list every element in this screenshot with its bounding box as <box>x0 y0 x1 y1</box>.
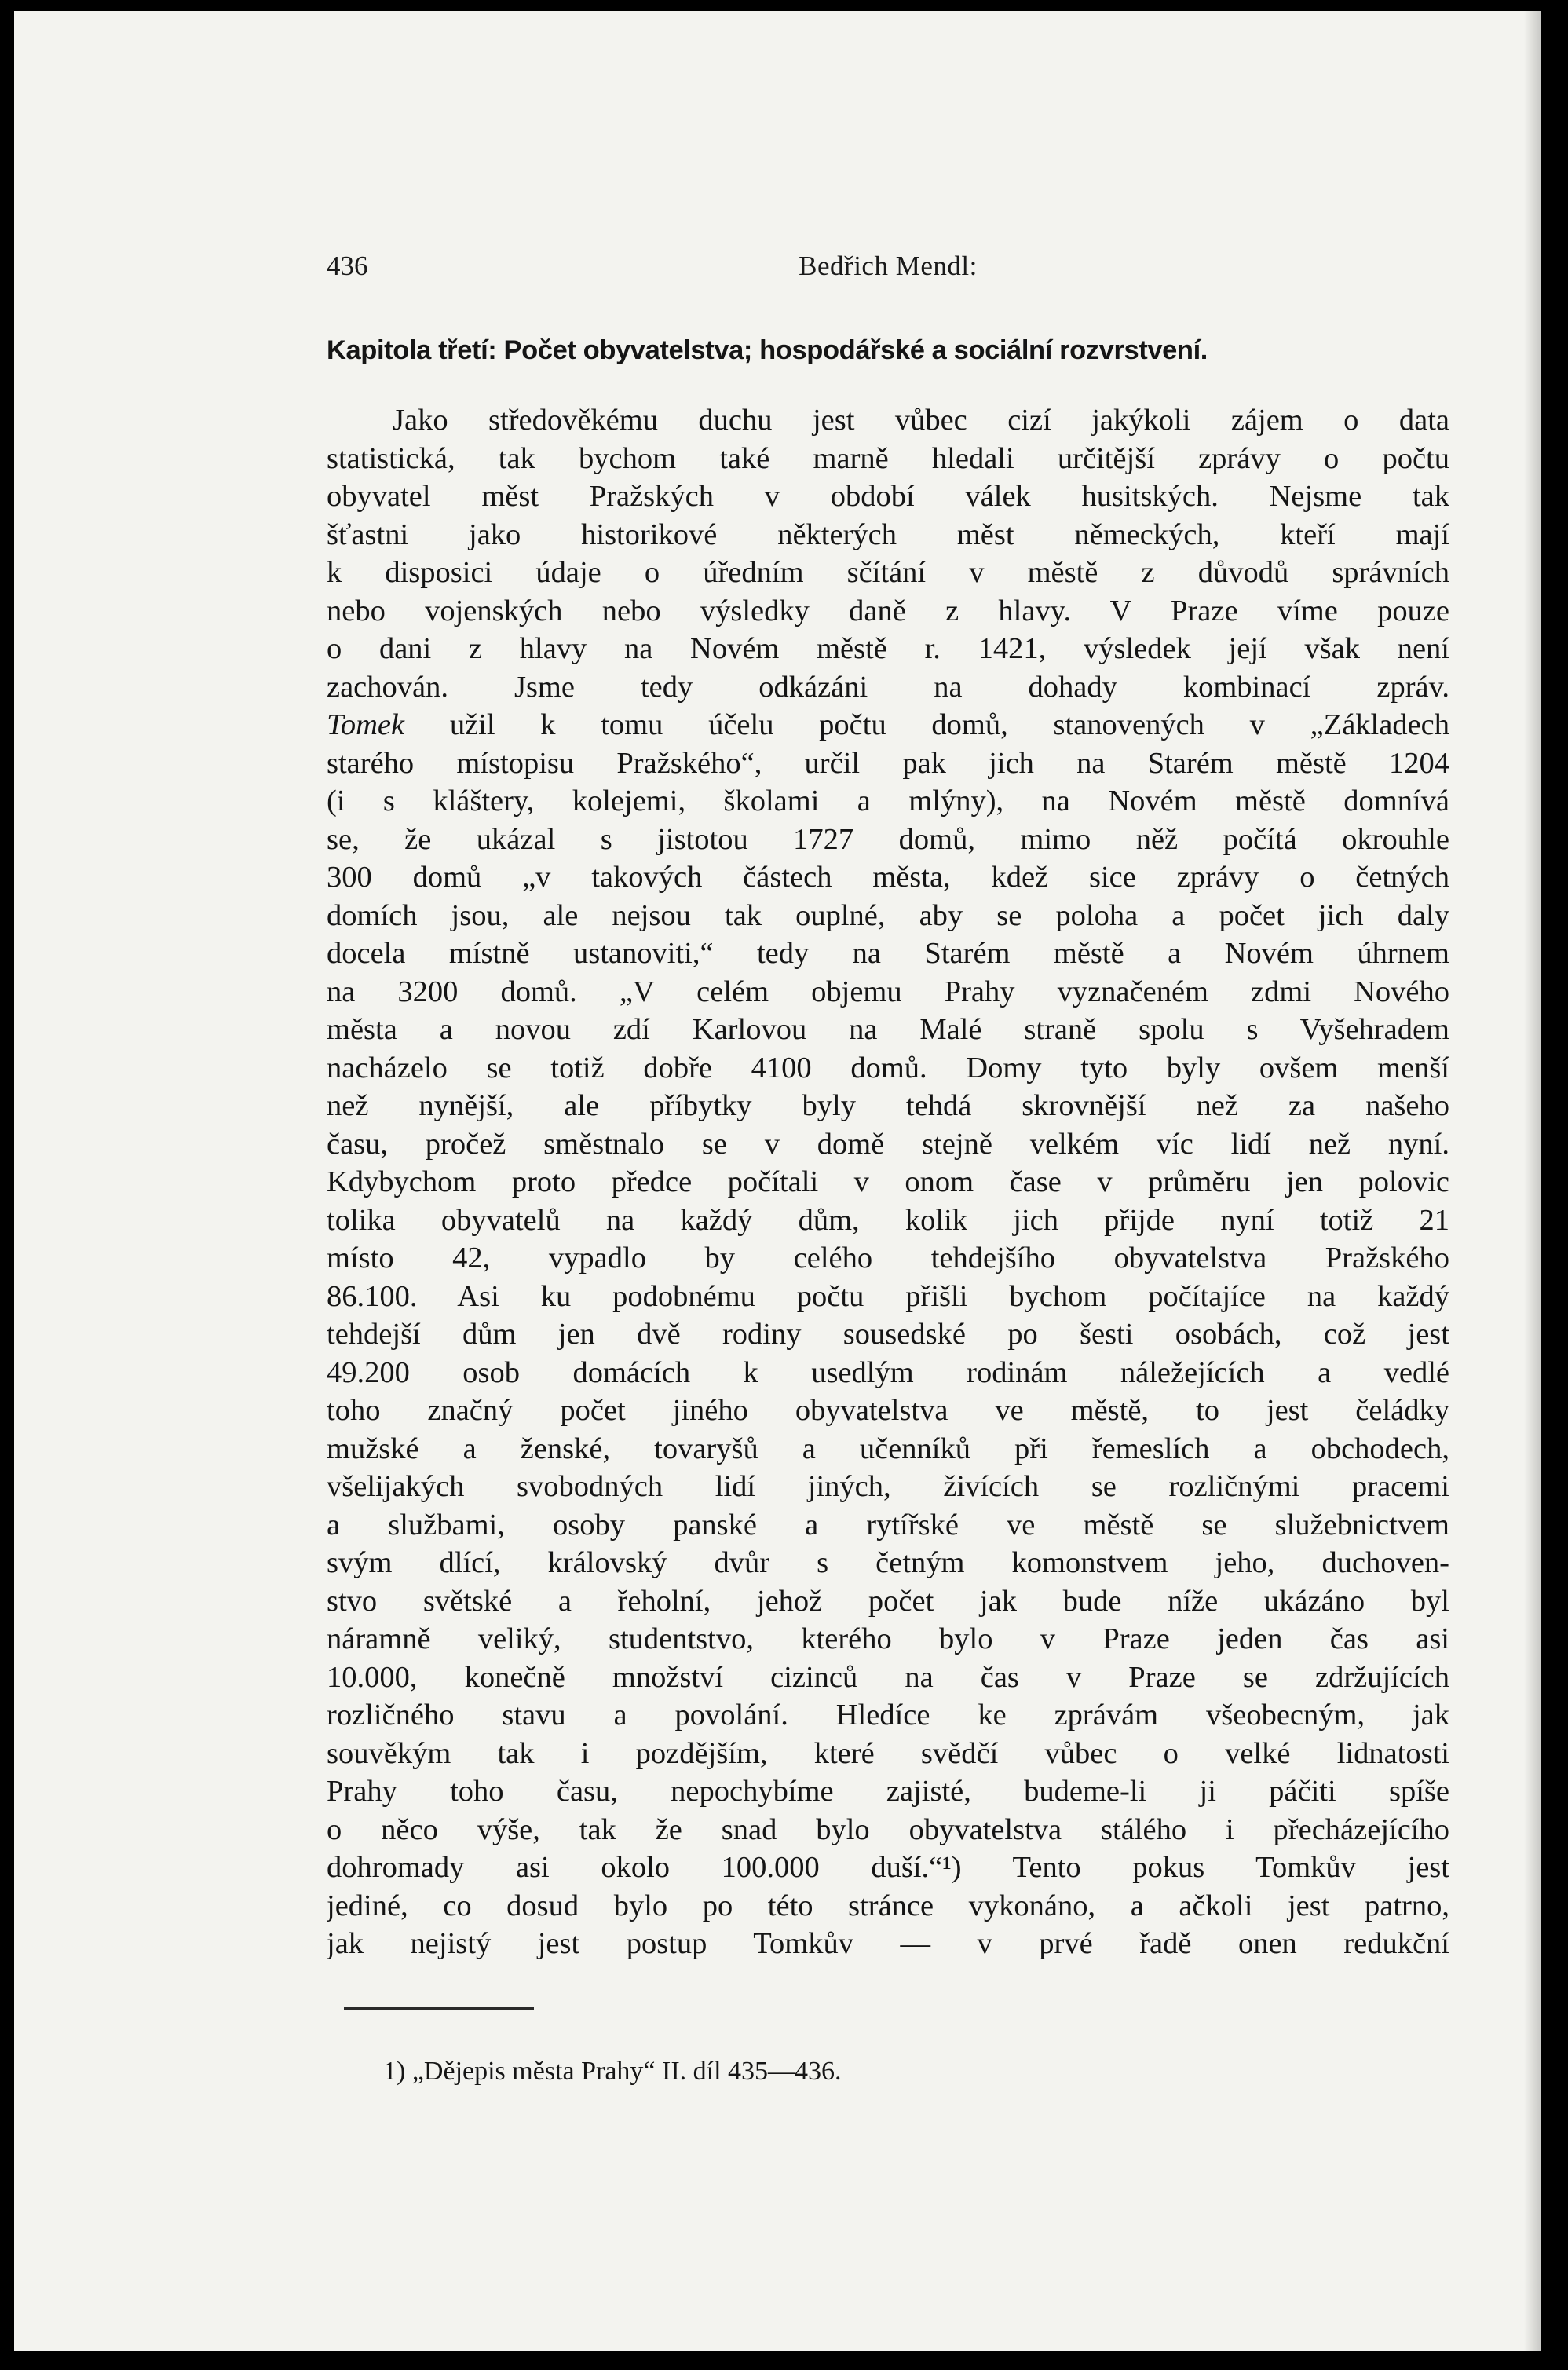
text-line: jediné, co dosud bylo po této stránce vykonáno, a ačkoli jest patrno, <box>327 1889 1449 1922</box>
text-line: dohromady asi okolo 100.000 duší.“¹) Tento pokus Tomkův jest <box>327 1851 1449 1884</box>
text-line: rozličného stavu a povolání. Hledíce ke zprávám všeobecným, jak <box>327 1699 1449 1732</box>
text-line: nebo vojenských nebo výsledky daně z hlavy. V Praze víme pouze <box>327 594 1449 627</box>
text-line: Tomek užil k tomu účelu počtu domů, stanovených v „Základech <box>327 708 1449 741</box>
text-line: zachován. Jsme tedy odkázáni na dohady kombinací zpráv. <box>327 670 1449 704</box>
text-line: souvěkým tak i pozdějším, které svědčí vůbec o velké lidnatosti <box>327 1736 1449 1770</box>
page-header <box>327 251 1449 298</box>
text-line: Jako středověkému duchu jest vůbec cizí jakýkoli zájem o data <box>393 404 1449 437</box>
running-head: Bedřich Mendl: <box>799 251 978 281</box>
text-line: 300 domů „v takových částech města, kdež sice zprávy o četných <box>327 861 1449 894</box>
book-page <box>14 11 1541 2351</box>
text-line: Kdybychom proto předce počítali v onom čase v průměru jen polovic <box>327 1165 1449 1198</box>
text-line: šťastni jako historikové některých měst německých, kteří mají <box>327 518 1449 551</box>
text-line: tehdejší dům jen dvě rodiny sousedské po šesti osobách, což jest <box>327 1318 1449 1351</box>
text-line: obyvatel měst Pražských v období válek husitských. Nejsme tak <box>327 480 1449 513</box>
text-line: Prahy toho času, nepochybíme zajisté, budeme-li ji páčiti spíše <box>327 1775 1449 1808</box>
text-line: mužské a ženské, tovaryšů a učenníků při řemeslích a obchodech, <box>327 1432 1449 1465</box>
footnote-marker: 1) <box>383 2057 406 2086</box>
text-line: svým dlící, královský dvůr s četným komonstvem jeho, duchoven- <box>327 1546 1449 1579</box>
text-line: 86.100. Asi ku podobnému počtu přišli bychom počítajíce na každý <box>327 1279 1449 1313</box>
text-line: tolika obyvatelů na každý dům, kolik jich přijde nyní totiž 21 <box>327 1203 1449 1237</box>
text-line: se, že ukázal s jistotou 1727 domů, mimo něž počítá okrouhle <box>327 822 1449 856</box>
author-name: Tomek <box>327 708 405 741</box>
text-line: jak nejistý jest postup Tomkův — v prvé řadě onen redukční <box>327 1927 1449 1960</box>
text-line: k disposici údaje o úředním sčítání v městě z důvodů správních <box>327 556 1449 589</box>
footnote <box>383 2057 842 2087</box>
body-text <box>327 401 1449 1963</box>
text-line: stvo světské a řeholní, jehož počet jak bude níže ukázáno byl <box>327 1584 1449 1618</box>
text-line: starého místopisu Pražského“, určil pak jich na Starém městě 1204 <box>327 746 1449 780</box>
text-line: (i s kláštery, kolejemi, školami a mlýny), na Novém městě domnívá <box>327 785 1449 817</box>
text-line: o něco výše, tak že snad bylo obyvatelstva stálého i přecházejícího <box>327 1812 1449 1846</box>
text-line: na 3200 domů. „V celém objemu Prahy vyznačeném zdmi Nového <box>327 975 1449 1008</box>
text-line: všelijakých svobodných lidí jiných, živících se rozličnými pracemi <box>327 1470 1449 1503</box>
text-line: nacházelo se totiž dobře 4100 domů. Domy tyto byly ovšem menší <box>327 1051 1449 1084</box>
text-line: domích jsou, ale nejsou tak ouplné, aby se poloha a počet jich daly <box>327 898 1449 932</box>
text-line: o dani z hlavy na Novém městě r. 1421, výsledek její však není <box>327 632 1449 665</box>
text-line: náramně veliký, studentstvo, kterého bylo v Praze jeden čas asi <box>327 1622 1449 1655</box>
text-line: místo 42, vypadlo by celého tehdejšího obyvatelstva Pražského <box>327 1242 1449 1275</box>
footnote-separator <box>344 2007 534 2010</box>
text-line: docela místně ustanoviti,“ tedy na Starém městě a Novém úhrnem <box>327 937 1449 970</box>
text-line: města a novou zdí Karlovou na Malé straně spolu s Vyšehradem <box>327 1013 1449 1046</box>
text-line: 49.200 osob domácích k usedlým rodinám náležejících a vedlé <box>327 1355 1449 1389</box>
text-line: a službami, osoby panské a rytířské ve městě se služebnictvem <box>327 1508 1449 1542</box>
text-line: statistická, tak bychom také marně hledali určitější zprávy o počtu <box>327 441 1449 475</box>
text-line: než nynější, ale příbytky byly tehdá skrovnější než za našeho <box>327 1089 1449 1122</box>
page-number: 436 <box>327 251 368 281</box>
footnote-text: „Dějepis města Prahy“ II. díl 435—436. <box>411 2057 842 2086</box>
chapter-title: Kapitola třetí: Počet obyvatelstva; hospodářské a sociální rozvrstvení. <box>327 335 1208 365</box>
text-line: času, pročež směstnalo se v domě stejně velkém víc lidí než nyní. <box>327 1127 1449 1161</box>
text-line: toho značný počet jiného obyvatelstva ve městě, to jest čeládky <box>327 1394 1449 1427</box>
text-line: 10.000, konečně množství cizinců na čas v Praze se zdržujících <box>327 1660 1449 1694</box>
